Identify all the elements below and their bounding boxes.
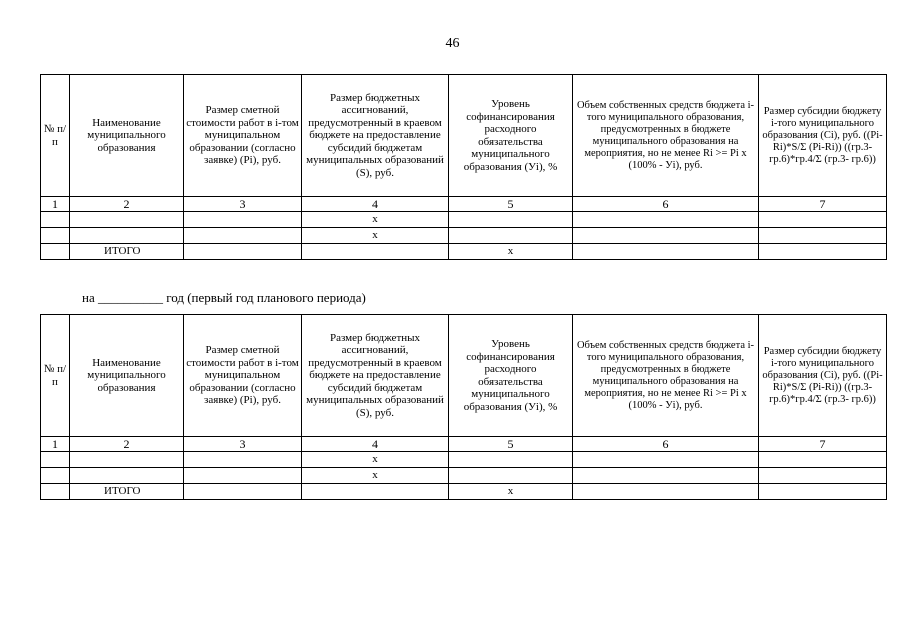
table-cell	[573, 244, 759, 260]
table-cell	[70, 452, 184, 468]
col-budget-header: Размер бюджетных ассигнований, предусмотренный в краевом бюджете на предоставление субсидий бюджетам муниципальных образований (S), руб.	[302, 315, 449, 437]
col-number-header: № п/п	[41, 315, 70, 437]
second-table-caption: на __________ год (первый год планового периода)	[82, 290, 366, 305]
table-cell: 7	[759, 197, 887, 212]
table-cell: 1	[41, 197, 70, 212]
table-cell: 3	[184, 197, 302, 212]
table-cell	[573, 452, 759, 468]
subsidy-table-1	[40, 74, 887, 260]
table-cell: 1	[41, 437, 70, 452]
table-cell	[573, 228, 759, 244]
total-row	[41, 484, 887, 500]
table-row	[41, 468, 887, 484]
table-cell: x	[449, 484, 573, 500]
table-cell	[70, 468, 184, 484]
column-index-row	[41, 197, 887, 212]
total-label: ИТОГО	[70, 484, 184, 500]
col-subsidy-header: Размер субсидии бюджету i-того муниципального образования (Ci), руб. ((Pi-Ri)*S/Σ (Pi-Ri)) ((гр.3-гр.6)*гр.4/Σ (гр.3- гр.6))	[759, 315, 887, 437]
table-cell	[449, 468, 573, 484]
total-label: ИТОГО	[70, 244, 184, 260]
table-cell	[449, 452, 573, 468]
table-cell: 5	[449, 437, 573, 452]
table-cell: 4	[302, 197, 449, 212]
table-cell	[41, 212, 70, 228]
table-cell	[573, 212, 759, 228]
table-cell	[184, 244, 302, 260]
table-cell	[759, 452, 887, 468]
col-cost-header: Размер сметной стоимости работ в i-том муниципальном образовании (согласно заявке) (Pi), руб.	[184, 315, 302, 437]
table-cell	[573, 484, 759, 500]
col-own-funds-header: Объем собственных средств бюджета i-того муниципального образования, предусмотренных в бюджете муниципального образования на мероприятия, но не менее Ri >= Pi x (100% - Уi), руб.	[573, 75, 759, 197]
col-own-funds-header: Объем собственных средств бюджета i-того муниципального образования, предусмотренных в бюджете муниципального образования на мероприятия, но не менее Ri >= Pi x (100% - Уi), руб.	[573, 315, 759, 437]
table-cell	[70, 228, 184, 244]
table-cell: x	[302, 468, 449, 484]
table-cell	[184, 468, 302, 484]
table-cell	[302, 484, 449, 500]
table-cell: 6	[573, 197, 759, 212]
table-cell	[759, 212, 887, 228]
table-cell	[184, 212, 302, 228]
table-row	[41, 452, 887, 468]
table-cell: 7	[759, 437, 887, 452]
header-row	[41, 315, 887, 437]
col-budget-header: Размер бюджетных ассигнований, предусмотренный в краевом бюджете на предоставление субсидий бюджетам муниципальных образований (S), руб.	[302, 75, 449, 197]
table-cell	[759, 484, 887, 500]
col-cost-header: Размер сметной стоимости работ в i-том муниципальном образовании (согласно заявке) (Pi), руб.	[184, 75, 302, 197]
col-cofinancing-header: Уровень софинансирования расходного обязательства муниципального образования (Уi), %	[449, 315, 573, 437]
subsidy-table-2	[40, 314, 887, 500]
table-cell: 5	[449, 197, 573, 212]
table-cell	[41, 228, 70, 244]
table-cell	[302, 244, 449, 260]
table-cell	[573, 468, 759, 484]
table-cell	[759, 228, 887, 244]
table-cell	[759, 244, 887, 260]
col-subsidy-header: Размер субсидии бюджету i-того муниципального образования (Ci), руб. ((Pi-Ri)*S/Σ (Pi-Ri)) ((гр.3-гр.6)*гр.4/Σ (гр.3- гр.6))	[759, 75, 887, 197]
col-number-header: № п/п	[41, 75, 70, 197]
table-cell: 3	[184, 437, 302, 452]
table-cell: 4	[302, 437, 449, 452]
table-row	[41, 212, 887, 228]
table-cell	[184, 452, 302, 468]
table-cell: x	[302, 228, 449, 244]
table-cell: x	[449, 244, 573, 260]
table-cell: 6	[573, 437, 759, 452]
header-row	[41, 75, 887, 197]
total-row	[41, 244, 887, 260]
table-cell	[41, 452, 70, 468]
table-cell: 2	[70, 437, 184, 452]
table-cell	[449, 212, 573, 228]
table-cell	[184, 484, 302, 500]
column-index-row	[41, 437, 887, 452]
col-municipality-header: Наименование муниципального образования	[70, 315, 184, 437]
table-cell: 2	[70, 197, 184, 212]
table-cell	[449, 228, 573, 244]
page-number: 46	[445, 36, 460, 51]
table-cell	[41, 468, 70, 484]
table-cell	[184, 228, 302, 244]
table-cell	[759, 468, 887, 484]
col-municipality-header: Наименование муниципального образования	[70, 75, 184, 197]
table-cell	[41, 244, 70, 260]
table-cell: x	[302, 452, 449, 468]
table-cell: x	[302, 212, 449, 228]
table-cell	[41, 484, 70, 500]
table-row	[41, 228, 887, 244]
col-cofinancing-header: Уровень софинансирования расходного обязательства муниципального образования (Уi), %	[449, 75, 573, 197]
table-cell	[70, 212, 184, 228]
